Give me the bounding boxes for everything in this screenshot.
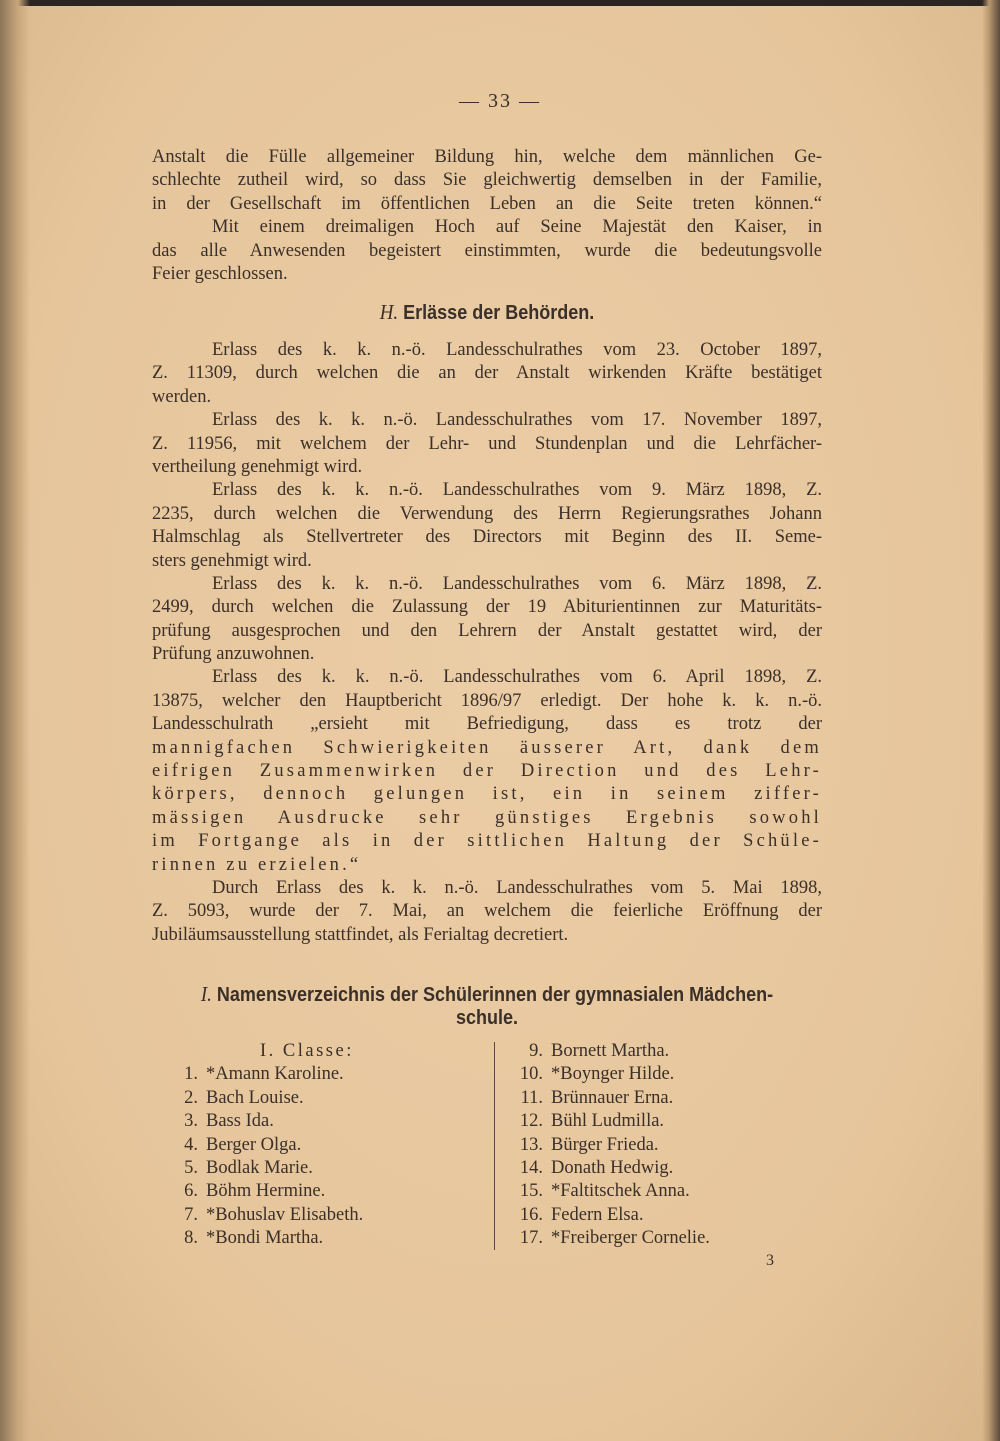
student-list-item xyxy=(160,1087,363,1110)
text-line: Jubiläumsausstellung stattfindet, als Ferialtag decretiert. xyxy=(152,924,569,945)
student-list-item xyxy=(160,1204,363,1227)
class-heading: I. Classe: xyxy=(260,1041,354,1061)
student-number: 5. xyxy=(184,1157,198,1178)
section-h-title: Erlässe der Behörden. xyxy=(403,302,595,324)
student-number: 9. xyxy=(529,1041,543,1061)
text-line: werden. xyxy=(152,386,212,407)
student-name: Bodlak Marie. xyxy=(206,1157,313,1178)
student-list-right xyxy=(505,1040,710,1251)
student-name: *Bondi Martha. xyxy=(206,1228,324,1249)
student-list-item xyxy=(160,1227,363,1250)
text-line: 2235, durch welchen die Verwendung des Herrn Regierungsrathes Johann xyxy=(152,503,822,524)
student-list-item xyxy=(505,1227,710,1250)
section-i-letter: I. xyxy=(200,982,212,1006)
text-line: rinnen zu erzielen.“ xyxy=(152,854,362,875)
text-line: 13875, welcher den Hauptbericht 1896/97 erledigt. Der hohe k. k. n.-ö. xyxy=(152,690,822,711)
text-line: Erlass des k. k. n.-ö. Landesschulrathes vom 9. März 1898, Z. xyxy=(212,480,822,501)
section-h-letter: H. xyxy=(379,300,399,324)
student-number: 15. xyxy=(519,1181,543,1202)
student-name: *Amann Karoline. xyxy=(206,1064,344,1085)
page-number: — 33 — xyxy=(459,90,541,112)
student-name: Bass Ida. xyxy=(206,1111,274,1132)
text-line: Z. 11956, mit welchem der Lehr- und Stundenplan und die Lehrfächer- xyxy=(152,433,822,454)
text-line: Landesschulrath „ersieht mit Befriedigung, dass es trotz der xyxy=(152,714,822,735)
student-number: 10. xyxy=(519,1064,543,1085)
student-name: Bühl Ludmilla. xyxy=(551,1111,665,1132)
scan-edge-top xyxy=(0,0,1000,6)
student-list-item xyxy=(160,1063,363,1086)
text-line: sters genehmigt wird. xyxy=(152,550,312,571)
student-list-left xyxy=(160,1040,363,1251)
text-line: Halmschlag als Stellvertreter des Directors mit Beginn des II. Seme- xyxy=(152,527,822,548)
text-line: das alle Anwesenden begeistert einstimmten, wurde die bedeutungsvolle xyxy=(152,240,822,261)
text-line: Feier geschlossen. xyxy=(152,263,288,284)
student-list-item xyxy=(505,1134,710,1157)
section-i-heading xyxy=(186,982,789,1030)
text-line: schlechte zutheil wird, so dass Sie gleichwertig demselben in der Familie, xyxy=(152,170,822,191)
text-line: Erlass des k. k. n.-ö. Landesschulrathes vom 23. October 1897, xyxy=(212,340,822,360)
student-name: *Boynger Hilde. xyxy=(551,1064,675,1085)
student-number: 17. xyxy=(519,1228,543,1249)
student-number: 14. xyxy=(519,1157,543,1178)
text-line: vertheilung genehmigt wird. xyxy=(152,456,363,477)
student-number: 2. xyxy=(184,1087,198,1108)
erlass-paragraphs xyxy=(152,339,822,947)
student-name: Bürger Frieda. xyxy=(551,1134,659,1155)
student-list-item xyxy=(160,1180,363,1203)
signature-mark: 3 xyxy=(766,1252,774,1269)
student-name: Berger Olga. xyxy=(206,1134,302,1155)
student-number: 11. xyxy=(520,1087,543,1108)
student-number: 13. xyxy=(519,1134,543,1155)
text-line: Z. 5093, wurde der 7. Mai, an welchem die feierliche Eröffnung der xyxy=(152,901,822,922)
text-line: Erlass des k. k. n.-ö. Landesschulrathes vom 17. November 1897, xyxy=(212,410,822,431)
text-line: mannigfachen Schwierigkeiten äusserer Art, dank dem xyxy=(152,737,822,758)
text-line: Durch Erlass des k. k. n.-ö. Landesschulrathes vom 5. Mai 1898, xyxy=(212,877,822,898)
text-line: Erlass des k. k. n.-ö. Landesschulrathes vom 6. April 1898, Z. xyxy=(212,667,822,688)
student-number: 6. xyxy=(184,1181,198,1202)
intro-paragraphs xyxy=(152,146,822,286)
student-name: Bach Louise. xyxy=(206,1087,304,1108)
scan-edge-right xyxy=(982,0,1000,1441)
text-line: prüfung ausgesprochen und den Lehrern der Anstalt gestattet wird, der xyxy=(152,620,822,641)
student-name: *Freiberger Cornelie. xyxy=(551,1228,710,1249)
text-line: in der Gesellschaft im öffentlichen Leben an die Seite treten können.“ xyxy=(152,193,822,214)
text-line: im Fortgange als in der sittlichen Haltung der Schüle- xyxy=(152,831,822,852)
student-name: Donath Hedwig. xyxy=(551,1157,674,1178)
student-name: Brünnauer Erna. xyxy=(551,1087,674,1108)
section-i-title-line2: schule. xyxy=(455,1007,519,1029)
text-line: 2499, durch welchen die Zulassung der 19 Abiturientinnen zur Maturitäts- xyxy=(152,597,822,618)
text-line: Mit einem dreimaligen Hoch auf Seine Majestät den Kaiser, in xyxy=(212,217,822,238)
text-line: mässigen Ausdrucke sehr günstiges Ergebnis sowohl xyxy=(152,807,822,828)
student-name: *Faltitschek Anna. xyxy=(551,1181,690,1202)
student-list-item xyxy=(505,1157,710,1180)
student-name: Bornett Martha. xyxy=(551,1041,670,1061)
section-h-heading xyxy=(186,300,789,325)
text-line: körpers, dennoch gelungen ist, ein in seinem ziffer- xyxy=(152,784,822,805)
student-name: Federn Elsa. xyxy=(551,1204,644,1225)
text-line: Z. 11309, durch welchen die an der Anstalt wirkenden Kräfte bestätiget xyxy=(152,363,822,384)
student-list-item xyxy=(505,1204,710,1227)
student-number: 1. xyxy=(184,1064,198,1085)
student-list-item xyxy=(160,1157,363,1180)
student-number: 7. xyxy=(184,1204,198,1225)
student-list-item xyxy=(505,1110,710,1133)
text-line: Erlass des k. k. n.-ö. Landesschulrathes vom 6. März 1898, Z. xyxy=(212,573,822,594)
text-line: Prüfung anzuwohnen. xyxy=(152,644,315,665)
student-list-item xyxy=(160,1110,363,1133)
student-list-item xyxy=(505,1063,710,1086)
student-number: 4. xyxy=(184,1134,198,1155)
student-list-item xyxy=(160,1134,363,1157)
text-line: eifrigen Zusammenwirken der Direction und des Lehr- xyxy=(152,761,822,782)
student-name: Böhm Hermine. xyxy=(206,1181,326,1202)
student-number: 12. xyxy=(519,1111,543,1132)
section-i-title-line1: Namensverzeichnis der Schülerinnen der gymnasialen Mädchen- xyxy=(216,984,774,1006)
student-name: *Bohuslav Elisabeth. xyxy=(206,1204,364,1225)
student-list-item xyxy=(505,1040,710,1063)
column-divider xyxy=(494,1042,495,1250)
text-line: Anstalt die Fülle allgemeiner Bildung hin, welche dem männlichen Ge- xyxy=(152,147,822,167)
student-number: 3. xyxy=(184,1111,198,1132)
student-list-item xyxy=(505,1180,710,1203)
student-number: 8. xyxy=(184,1228,198,1249)
student-list-item xyxy=(505,1087,710,1110)
student-number: 16. xyxy=(519,1204,543,1225)
scan-edge-left xyxy=(0,0,30,1441)
